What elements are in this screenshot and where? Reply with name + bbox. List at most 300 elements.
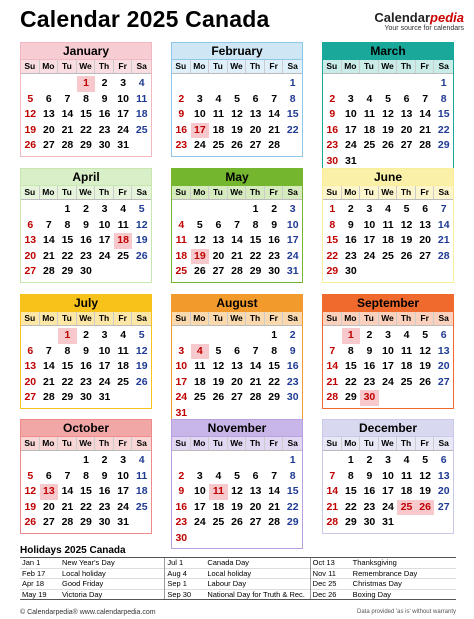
day-cell[interactable]: 27 bbox=[437, 500, 450, 513]
day-cell[interactable]: 26 bbox=[24, 516, 37, 528]
day-cell[interactable]: 1 bbox=[58, 328, 77, 344]
day-cell[interactable]: 15 bbox=[286, 485, 299, 497]
day-cell[interactable]: 6 bbox=[422, 203, 429, 215]
day-cell[interactable]: 14 bbox=[43, 360, 55, 372]
day-cell[interactable]: 3 bbox=[347, 92, 354, 105]
day-cell[interactable]: 18 bbox=[212, 500, 225, 513]
day-cell[interactable]: 11 bbox=[212, 108, 224, 120]
day-cell[interactable]: 18 bbox=[135, 108, 148, 120]
day-cell[interactable]: 30 bbox=[326, 154, 339, 167]
day-cell[interactable]: 4 bbox=[366, 92, 373, 105]
day-cell[interactable]: 17 bbox=[117, 108, 129, 120]
day-cell[interactable]: 1 bbox=[342, 328, 361, 344]
day-cell[interactable]: 8 bbox=[289, 92, 296, 105]
day-cell[interactable]: 28 bbox=[326, 516, 339, 528]
day-cell[interactable]: 26 bbox=[135, 375, 148, 388]
day-cell[interactable]: 1 bbox=[347, 454, 354, 466]
day-cell[interactable]: 21 bbox=[231, 249, 243, 262]
day-cell[interactable]: 9 bbox=[178, 108, 185, 120]
day-cell[interactable]: 14 bbox=[268, 485, 280, 497]
day-cell[interactable]: 28 bbox=[43, 265, 55, 277]
day-cell[interactable]: 16 bbox=[98, 108, 111, 120]
day-cell[interactable]: 1 bbox=[271, 329, 278, 341]
day-cell[interactable]: 6 bbox=[45, 469, 52, 482]
day-cell[interactable]: 12 bbox=[194, 234, 206, 246]
day-cell[interactable]: 10 bbox=[98, 218, 111, 231]
day-cell[interactable]: 28 bbox=[437, 249, 450, 262]
day-cell[interactable]: 19 bbox=[400, 234, 413, 246]
day-cell[interactable]: 7 bbox=[329, 469, 336, 482]
day-cell[interactable]: 1 bbox=[289, 454, 296, 466]
day-cell[interactable]: 4 bbox=[138, 454, 145, 466]
day-cell[interactable]: 3 bbox=[101, 329, 108, 341]
day-cell[interactable]: 16 bbox=[175, 500, 188, 513]
day-cell[interactable]: 17 bbox=[382, 360, 394, 372]
day-cell[interactable]: 12 bbox=[135, 344, 148, 357]
day-cell[interactable]: 14 bbox=[61, 108, 74, 120]
day-cell[interactable]: 26 bbox=[382, 139, 394, 151]
day-cell[interactable]: 31 bbox=[286, 265, 299, 277]
day-cell[interactable]: 18 bbox=[400, 485, 413, 497]
day-cell[interactable]: 9 bbox=[289, 344, 296, 357]
day-cell[interactable]: 17 bbox=[382, 485, 394, 497]
day-cell[interactable]: 10 bbox=[194, 108, 206, 120]
day-cell[interactable]: 2 bbox=[329, 92, 336, 105]
day-cell[interactable]: 25 bbox=[135, 500, 148, 513]
day-cell[interactable]: 24 bbox=[117, 500, 129, 513]
day-cell[interactable]: 20 bbox=[212, 249, 225, 262]
day-cell[interactable]: 13 bbox=[437, 344, 450, 357]
day-cell[interactable]: 24 bbox=[175, 391, 188, 403]
day-cell[interactable]: 15 bbox=[80, 108, 92, 120]
day-cell[interactable]: 16 bbox=[98, 485, 111, 497]
day-cell[interactable]: 7 bbox=[422, 92, 429, 105]
day-cell[interactable]: 8 bbox=[271, 344, 278, 357]
day-cell[interactable]: 19 bbox=[382, 123, 394, 136]
day-cell[interactable]: 13 bbox=[43, 108, 55, 120]
day-cell[interactable]: 31 bbox=[117, 516, 129, 528]
day-cell[interactable]: 25 bbox=[212, 139, 225, 151]
day-cell[interactable]: 24 bbox=[286, 249, 299, 262]
day-cell[interactable]: 14 bbox=[419, 108, 431, 120]
day-cell[interactable]: 2 bbox=[101, 77, 108, 89]
day-cell[interactable]: 2 bbox=[366, 329, 373, 341]
day-cell[interactable]: 26 bbox=[24, 139, 37, 151]
day-cell[interactable]: 11 bbox=[401, 344, 413, 357]
day-cell[interactable]: 13 bbox=[419, 218, 431, 231]
day-cell[interactable]: 11 bbox=[209, 484, 228, 500]
day-cell[interactable]: 2 bbox=[101, 454, 108, 466]
day-cell[interactable]: 2 bbox=[83, 203, 89, 215]
day-cell[interactable]: 27 bbox=[212, 265, 225, 277]
day-cell[interactable]: 19 bbox=[419, 360, 431, 372]
day-cell[interactable]: 23 bbox=[268, 249, 280, 262]
day-cell[interactable]: 19 bbox=[24, 500, 37, 513]
day-cell[interactable]: 27 bbox=[24, 391, 37, 403]
day-cell[interactable]: 5 bbox=[385, 92, 391, 105]
day-cell[interactable]: 19 bbox=[24, 123, 37, 136]
day-cell[interactable]: 5 bbox=[422, 454, 429, 466]
day-cell[interactable]: 16 bbox=[80, 360, 92, 372]
day-cell[interactable]: 20 bbox=[400, 123, 413, 136]
day-cell[interactable]: 15 bbox=[61, 234, 74, 246]
day-cell[interactable]: 13 bbox=[249, 108, 262, 120]
day-cell[interactable]: 25 bbox=[194, 391, 206, 403]
day-cell[interactable]: 12 bbox=[24, 108, 37, 120]
day-cell[interactable]: 6 bbox=[234, 344, 240, 357]
day-cell[interactable]: 16 bbox=[175, 123, 188, 136]
day-cell[interactable]: 29 bbox=[345, 516, 357, 528]
day-cell[interactable]: 23 bbox=[345, 249, 357, 262]
day-cell[interactable]: 24 bbox=[382, 375, 394, 388]
day-cell[interactable]: 13 bbox=[24, 360, 37, 372]
day-cell[interactable]: 2 bbox=[271, 203, 278, 215]
day-cell[interactable]: 20 bbox=[43, 500, 55, 513]
day-cell[interactable]: 20 bbox=[249, 123, 262, 136]
day-cell[interactable]: 12 bbox=[382, 108, 394, 120]
day-cell[interactable]: 27 bbox=[249, 139, 262, 151]
day-cell[interactable]: 29 bbox=[249, 265, 262, 277]
day-cell[interactable]: 15 bbox=[286, 108, 299, 120]
day-cell[interactable]: 5 bbox=[27, 92, 34, 105]
day-cell[interactable]: 3 bbox=[178, 344, 185, 357]
day-cell[interactable]: 22 bbox=[61, 249, 74, 262]
day-cell[interactable]: 1 bbox=[329, 203, 336, 215]
day-cell[interactable]: 22 bbox=[437, 123, 450, 136]
day-cell[interactable]: 23 bbox=[98, 500, 111, 513]
day-cell[interactable]: 10 bbox=[98, 344, 111, 357]
day-cell[interactable]: 22 bbox=[80, 500, 92, 513]
day-cell[interactable]: 21 bbox=[437, 234, 450, 246]
day-cell[interactable]: 30 bbox=[98, 516, 111, 528]
day-cell[interactable]: 14 bbox=[326, 360, 339, 372]
day-cell[interactable]: 7 bbox=[234, 218, 240, 231]
day-cell[interactable]: 7 bbox=[440, 203, 447, 215]
day-cell[interactable]: 21 bbox=[43, 249, 55, 262]
day-cell[interactable]: 23 bbox=[80, 375, 92, 388]
day-cell[interactable]: 9 bbox=[83, 218, 89, 231]
day-cell[interactable]: 11 bbox=[117, 344, 129, 357]
day-cell[interactable]: 8 bbox=[289, 469, 296, 482]
day-cell[interactable]: 22 bbox=[61, 375, 74, 388]
day-cell[interactable]: 6 bbox=[252, 469, 259, 482]
day-cell[interactable]: 12 bbox=[419, 469, 431, 482]
day-cell[interactable]: 16 bbox=[286, 360, 299, 372]
day-cell[interactable]: 6 bbox=[252, 92, 259, 105]
day-cell[interactable]: 25 bbox=[212, 516, 225, 528]
day-cell[interactable]: 4 bbox=[403, 329, 410, 341]
day-cell[interactable]: 20 bbox=[419, 234, 431, 246]
day-cell[interactable]: 25 bbox=[117, 249, 129, 262]
day-cell[interactable]: 19 bbox=[135, 234, 148, 246]
day-cell[interactable]: 9 bbox=[101, 92, 108, 105]
day-cell[interactable]: 5 bbox=[234, 92, 240, 105]
day-cell[interactable]: 17 bbox=[117, 485, 129, 497]
day-cell[interactable]: 26 bbox=[419, 375, 431, 388]
day-cell[interactable]: 15 bbox=[345, 360, 357, 372]
day-cell[interactable]: 3 bbox=[101, 203, 108, 215]
day-cell[interactable]: 17 bbox=[98, 234, 111, 246]
day-cell[interactable]: 11 bbox=[363, 108, 375, 120]
day-cell[interactable]: 24 bbox=[98, 249, 111, 262]
day-cell[interactable]: 12 bbox=[135, 218, 148, 231]
day-cell[interactable]: 18 bbox=[194, 375, 206, 388]
day-cell[interactable]: 20 bbox=[437, 485, 450, 497]
day-cell[interactable]: 23 bbox=[98, 123, 111, 136]
day-cell[interactable]: 22 bbox=[80, 123, 92, 136]
day-cell[interactable]: 9 bbox=[271, 218, 278, 231]
day-cell[interactable]: 25 bbox=[135, 123, 148, 136]
day-cell[interactable]: 10 bbox=[363, 218, 376, 231]
day-cell[interactable]: 13 bbox=[40, 484, 59, 500]
day-cell[interactable]: 26 bbox=[231, 139, 243, 151]
day-cell[interactable]: 16 bbox=[345, 234, 357, 246]
day-cell[interactable]: 23 bbox=[175, 516, 188, 528]
day-cell[interactable]: 16 bbox=[363, 360, 376, 372]
day-cell[interactable]: 9 bbox=[347, 218, 354, 231]
day-cell[interactable]: 20 bbox=[437, 360, 450, 372]
day-cell[interactable]: 20 bbox=[231, 375, 243, 388]
day-cell[interactable]: 10 bbox=[194, 485, 206, 497]
day-cell[interactable]: 5 bbox=[196, 218, 203, 231]
day-cell[interactable]: 1 bbox=[83, 454, 89, 466]
day-cell[interactable]: 19 bbox=[135, 360, 148, 372]
day-cell[interactable]: 10 bbox=[345, 108, 357, 120]
day-cell[interactable]: 11 bbox=[401, 469, 413, 482]
day-cell[interactable]: 3 bbox=[120, 454, 127, 466]
day-cell[interactable]: 18 bbox=[212, 123, 225, 136]
day-cell[interactable]: 21 bbox=[326, 500, 339, 513]
day-cell[interactable]: 23 bbox=[363, 500, 376, 513]
day-cell[interactable]: 18 bbox=[135, 485, 148, 497]
day-cell[interactable]: 7 bbox=[64, 92, 71, 105]
day-cell[interactable]: 29 bbox=[437, 139, 450, 151]
day-cell[interactable]: 20 bbox=[249, 500, 262, 513]
day-cell[interactable]: 8 bbox=[440, 92, 447, 105]
day-cell[interactable]: 5 bbox=[403, 203, 410, 215]
day-cell[interactable]: 13 bbox=[437, 469, 450, 482]
day-cell[interactable]: 15 bbox=[326, 234, 339, 246]
day-cell[interactable]: 29 bbox=[268, 391, 280, 403]
day-cell[interactable]: 9 bbox=[178, 485, 185, 497]
day-cell[interactable]: 21 bbox=[268, 500, 280, 513]
day-cell[interactable]: 7 bbox=[64, 469, 71, 482]
day-cell[interactable]: 25 bbox=[397, 500, 416, 516]
day-cell[interactable]: 12 bbox=[212, 360, 225, 372]
day-cell[interactable]: 7 bbox=[45, 218, 52, 231]
day-cell[interactable]: 17 bbox=[363, 234, 376, 246]
day-cell[interactable]: 15 bbox=[61, 360, 74, 372]
day-cell[interactable]: 30 bbox=[360, 390, 379, 406]
day-cell[interactable]: 17 bbox=[98, 360, 111, 372]
day-cell[interactable]: 16 bbox=[363, 485, 376, 497]
day-cell[interactable]: 19 bbox=[212, 375, 225, 388]
day-cell[interactable]: 29 bbox=[80, 139, 92, 151]
day-cell[interactable]: 14 bbox=[61, 485, 74, 497]
day-cell[interactable]: 31 bbox=[345, 154, 357, 167]
day-cell[interactable]: 25 bbox=[175, 265, 188, 277]
day-cell[interactable]: 28 bbox=[268, 139, 280, 151]
day-cell[interactable]: 14 bbox=[231, 234, 243, 246]
day-cell[interactable]: 21 bbox=[61, 500, 74, 513]
brand-logo[interactable] bbox=[374, 10, 464, 32]
day-cell[interactable]: 13 bbox=[24, 234, 37, 246]
day-cell[interactable]: 27 bbox=[419, 249, 431, 262]
day-cell[interactable]: 28 bbox=[61, 516, 74, 528]
day-cell[interactable]: 30 bbox=[345, 265, 357, 277]
day-cell[interactable]: 4 bbox=[385, 203, 391, 215]
day-cell[interactable]: 6 bbox=[215, 218, 222, 231]
day-cell[interactable]: 9 bbox=[101, 469, 108, 482]
day-cell[interactable]: 8 bbox=[83, 469, 89, 482]
day-cell[interactable]: 22 bbox=[286, 123, 299, 136]
day-cell[interactable]: 26 bbox=[135, 249, 148, 262]
day-cell[interactable]: 27 bbox=[43, 516, 55, 528]
day-cell[interactable]: 7 bbox=[252, 344, 259, 357]
day-cell[interactable]: 18 bbox=[363, 123, 376, 136]
day-cell[interactable]: 4 bbox=[178, 218, 185, 231]
day-cell[interactable]: 22 bbox=[286, 500, 299, 513]
day-cell[interactable]: 21 bbox=[419, 123, 431, 136]
day-cell[interactable]: 31 bbox=[382, 516, 394, 528]
day-cell[interactable]: 3 bbox=[120, 77, 127, 89]
day-cell[interactable]: 9 bbox=[329, 108, 336, 120]
day-cell[interactable]: 9 bbox=[366, 469, 373, 482]
day-cell[interactable]: 14 bbox=[249, 360, 262, 372]
day-cell[interactable]: 21 bbox=[61, 123, 74, 136]
day-cell[interactable]: 13 bbox=[400, 108, 413, 120]
day-cell[interactable]: 19 bbox=[419, 485, 431, 497]
day-cell[interactable]: 29 bbox=[326, 265, 339, 277]
day-cell[interactable]: 30 bbox=[175, 531, 188, 544]
day-cell[interactable]: 23 bbox=[326, 139, 339, 151]
day-cell[interactable]: 6 bbox=[440, 329, 447, 341]
day-cell[interactable]: 21 bbox=[249, 375, 262, 388]
day-cell[interactable]: 16 bbox=[326, 123, 339, 136]
day-cell[interactable]: 12 bbox=[231, 485, 243, 497]
day-cell[interactable]: 15 bbox=[437, 108, 450, 120]
day-cell[interactable]: 15 bbox=[80, 485, 92, 497]
day-cell[interactable]: 3 bbox=[196, 92, 203, 105]
day-cell[interactable]: 3 bbox=[385, 454, 391, 466]
day-cell[interactable]: 6 bbox=[27, 218, 34, 231]
day-cell[interactable]: 7 bbox=[45, 344, 52, 357]
day-cell[interactable]: 28 bbox=[61, 139, 74, 151]
day-cell[interactable]: 1 bbox=[440, 77, 447, 89]
day-cell[interactable]: 26 bbox=[416, 500, 435, 516]
day-cell[interactable]: 14 bbox=[326, 485, 339, 497]
day-cell[interactable]: 8 bbox=[347, 469, 354, 482]
day-cell[interactable]: 12 bbox=[231, 108, 243, 120]
day-cell[interactable]: 4 bbox=[120, 329, 127, 341]
day-cell[interactable]: 23 bbox=[80, 249, 92, 262]
day-cell[interactable]: 22 bbox=[249, 249, 262, 262]
day-cell[interactable]: 24 bbox=[98, 375, 111, 388]
day-cell[interactable]: 18 bbox=[117, 360, 129, 372]
day-cell[interactable]: 10 bbox=[286, 218, 299, 231]
day-cell[interactable]: 10 bbox=[175, 360, 188, 372]
day-cell[interactable]: 30 bbox=[363, 516, 376, 528]
day-cell[interactable]: 2 bbox=[366, 454, 373, 466]
day-cell[interactable]: 2 bbox=[83, 329, 89, 341]
day-cell[interactable]: 11 bbox=[136, 469, 148, 482]
day-cell[interactable]: 17 bbox=[191, 123, 210, 139]
day-cell[interactable]: 18 bbox=[114, 233, 133, 249]
day-cell[interactable]: 28 bbox=[326, 391, 339, 403]
day-cell[interactable]: 11 bbox=[382, 218, 394, 231]
day-cell[interactable]: 8 bbox=[64, 218, 71, 231]
day-cell[interactable]: 19 bbox=[191, 249, 210, 265]
day-cell[interactable]: 25 bbox=[382, 249, 394, 262]
day-cell[interactable]: 30 bbox=[268, 265, 280, 277]
day-cell[interactable]: 24 bbox=[117, 123, 129, 136]
day-cell[interactable]: 4 bbox=[215, 469, 222, 482]
day-cell[interactable]: 13 bbox=[249, 485, 262, 497]
day-cell[interactable]: 23 bbox=[286, 375, 299, 388]
day-cell[interactable]: 6 bbox=[27, 344, 34, 357]
day-cell[interactable]: 6 bbox=[403, 92, 410, 105]
day-cell[interactable]: 3 bbox=[196, 469, 203, 482]
day-cell[interactable]: 26 bbox=[194, 265, 206, 277]
day-cell[interactable]: 3 bbox=[385, 329, 391, 341]
day-cell[interactable]: 31 bbox=[98, 391, 111, 403]
day-cell[interactable]: 19 bbox=[231, 123, 243, 136]
day-cell[interactable]: 30 bbox=[286, 391, 299, 403]
day-cell[interactable]: 10 bbox=[382, 469, 394, 482]
day-cell[interactable]: 7 bbox=[329, 344, 336, 357]
day-cell[interactable]: 24 bbox=[194, 139, 206, 151]
day-cell[interactable]: 24 bbox=[382, 500, 394, 513]
day-cell[interactable]: 11 bbox=[175, 234, 187, 246]
day-cell[interactable]: 20 bbox=[24, 249, 37, 262]
day-cell[interactable]: 28 bbox=[231, 265, 243, 277]
day-cell[interactable]: 5 bbox=[138, 203, 145, 215]
day-cell[interactable]: 28 bbox=[43, 391, 55, 403]
day-cell[interactable]: 12 bbox=[419, 344, 431, 357]
day-cell[interactable]: 24 bbox=[363, 249, 376, 262]
day-cell[interactable]: 29 bbox=[61, 265, 74, 277]
day-cell[interactable]: 17 bbox=[194, 500, 206, 513]
day-cell[interactable]: 21 bbox=[43, 375, 55, 388]
day-cell[interactable]: 12 bbox=[400, 218, 413, 231]
day-cell[interactable]: 25 bbox=[400, 375, 413, 388]
day-cell[interactable]: 8 bbox=[329, 218, 336, 231]
day-cell[interactable]: 11 bbox=[117, 218, 129, 231]
day-cell[interactable]: 27 bbox=[400, 139, 413, 151]
day-cell[interactable]: 22 bbox=[345, 375, 357, 388]
day-cell[interactable]: 31 bbox=[117, 139, 129, 151]
day-cell[interactable]: 20 bbox=[24, 375, 37, 388]
day-cell[interactable]: 4 bbox=[138, 77, 145, 89]
day-cell[interactable]: 27 bbox=[249, 516, 262, 528]
day-cell[interactable]: 17 bbox=[286, 234, 299, 246]
day-cell[interactable]: 6 bbox=[45, 92, 52, 105]
day-cell[interactable]: 4 bbox=[215, 92, 222, 105]
day-cell[interactable]: 25 bbox=[363, 139, 376, 151]
day-cell[interactable]: 24 bbox=[345, 139, 357, 151]
day-cell[interactable]: 5 bbox=[422, 329, 429, 341]
day-cell[interactable]: 2 bbox=[178, 92, 185, 105]
day-cell[interactable]: 9 bbox=[366, 344, 373, 357]
day-cell[interactable]: 15 bbox=[249, 234, 262, 246]
day-cell[interactable]: 8 bbox=[64, 344, 71, 357]
day-cell[interactable]: 8 bbox=[347, 344, 354, 357]
day-cell[interactable]: 21 bbox=[268, 123, 280, 136]
day-cell[interactable]: 2 bbox=[289, 329, 296, 341]
day-cell[interactable]: 7 bbox=[271, 92, 278, 105]
day-cell[interactable]: 4 bbox=[403, 454, 410, 466]
day-cell[interactable]: 29 bbox=[80, 516, 92, 528]
